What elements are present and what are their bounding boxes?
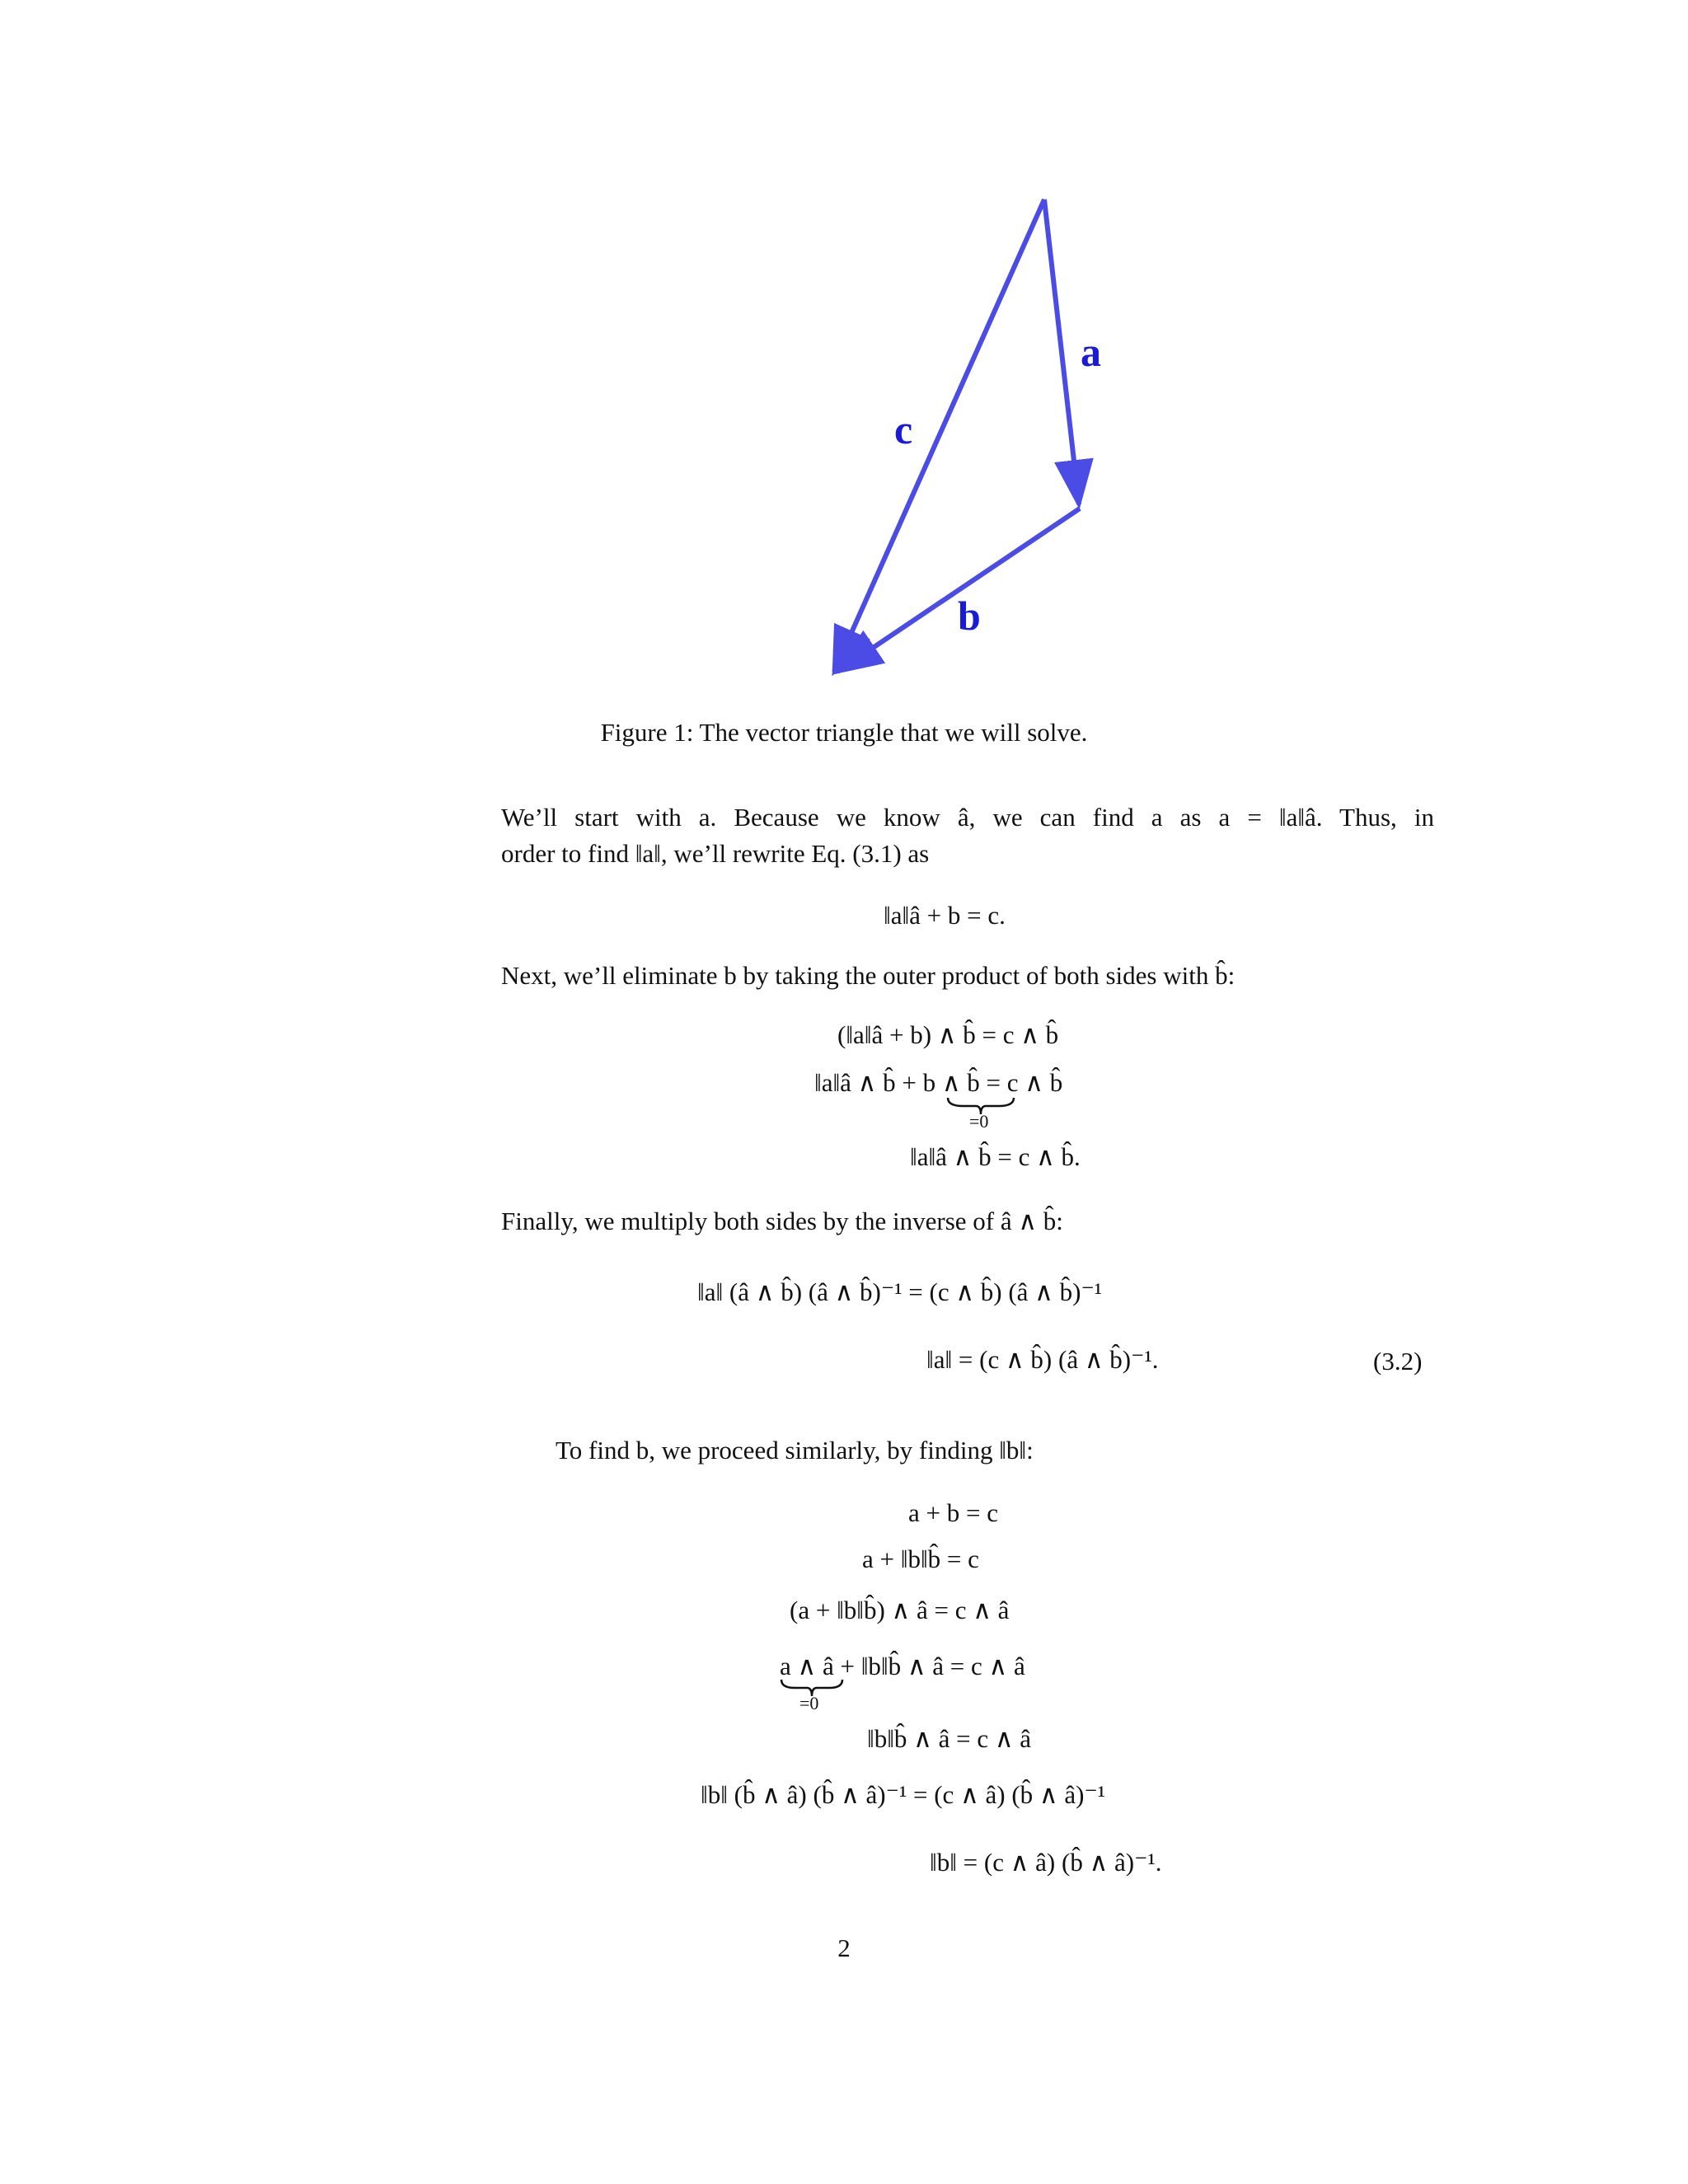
equation-e4: ‖a‖â ∧ b̂ = c ∧ b̂. <box>910 1142 1081 1171</box>
equation-f1: a + b = c <box>908 1498 998 1527</box>
paragraph-1-line-2: order to find ‖a‖, we’ll rewrite Eq. (3.1) as <box>501 839 930 868</box>
equation-f5: ‖b‖b̂ ∧ â = c ∧ â <box>867 1724 1032 1753</box>
equation-number-3-2: (3.2) <box>1373 1347 1423 1376</box>
vector-triangle-figure <box>0 0 1688 742</box>
equation-e5: ‖a‖ (â ∧ b̂) (â ∧ b̂)⁻¹ = (c ∧ b̂) (â ∧ b̂)⁻¹ <box>697 1277 1103 1306</box>
vector-a-arrow <box>1044 199 1079 504</box>
underbrace-label-f4: =0 <box>799 1693 819 1713</box>
equation-f7: ‖b‖ = (c ∧ â) (b̂ ∧ â)⁻¹. <box>930 1848 1162 1877</box>
equation-e3: ‖a‖â ∧ b̂ + b ∧ b̂ = c ∧ b̂ <box>814 1068 1063 1097</box>
vector-b-arrow <box>837 509 1080 672</box>
page-number: 2 <box>837 1933 851 1962</box>
paragraph-4: To find b, we proceed similarly, by finding ‖b‖: <box>556 1436 1034 1465</box>
equation-f3: (a + ‖b‖b̂) ∧ â = c ∧ â <box>790 1596 1010 1624</box>
equation-f6: ‖b‖ (b̂ ∧ â) (b̂ ∧ â)⁻¹ = (c ∧ â) (b̂ ∧ â)⁻¹ <box>701 1780 1106 1809</box>
underbrace-label-e3: =0 <box>969 1111 989 1132</box>
paragraph-1-line-1: We’ll start with a. Because we know â, we can find a as a = ‖a‖â. Thus, in <box>501 803 1434 832</box>
vector-a-label: a <box>1081 329 1101 375</box>
paragraph-2: Next, we’ll eliminate b by taking the outer product of both sides with b̂: <box>501 961 1236 990</box>
figure-caption: Figure 1: The vector triangle that we will solve. <box>600 718 1088 747</box>
equation-e6: ‖a‖ = (c ∧ b̂) (â ∧ b̂)⁻¹. <box>926 1345 1159 1374</box>
paragraph-3: Finally, we multiply both sides by the inverse of â ∧ b̂: <box>501 1207 1063 1235</box>
equation-e2: (‖a‖â + b) ∧ b̂ = c ∧ b̂ <box>837 1020 1059 1049</box>
equation-f4: a ∧ â + ‖b‖b̂ ∧ â = c ∧ â <box>780 1652 1025 1680</box>
vector-b-label: b <box>958 593 981 639</box>
equation-e1: ‖a‖â + b = c. <box>884 901 1006 930</box>
equation-f2: a + ‖b‖b̂ = c <box>862 1544 979 1573</box>
vector-c-label: c <box>894 406 913 452</box>
